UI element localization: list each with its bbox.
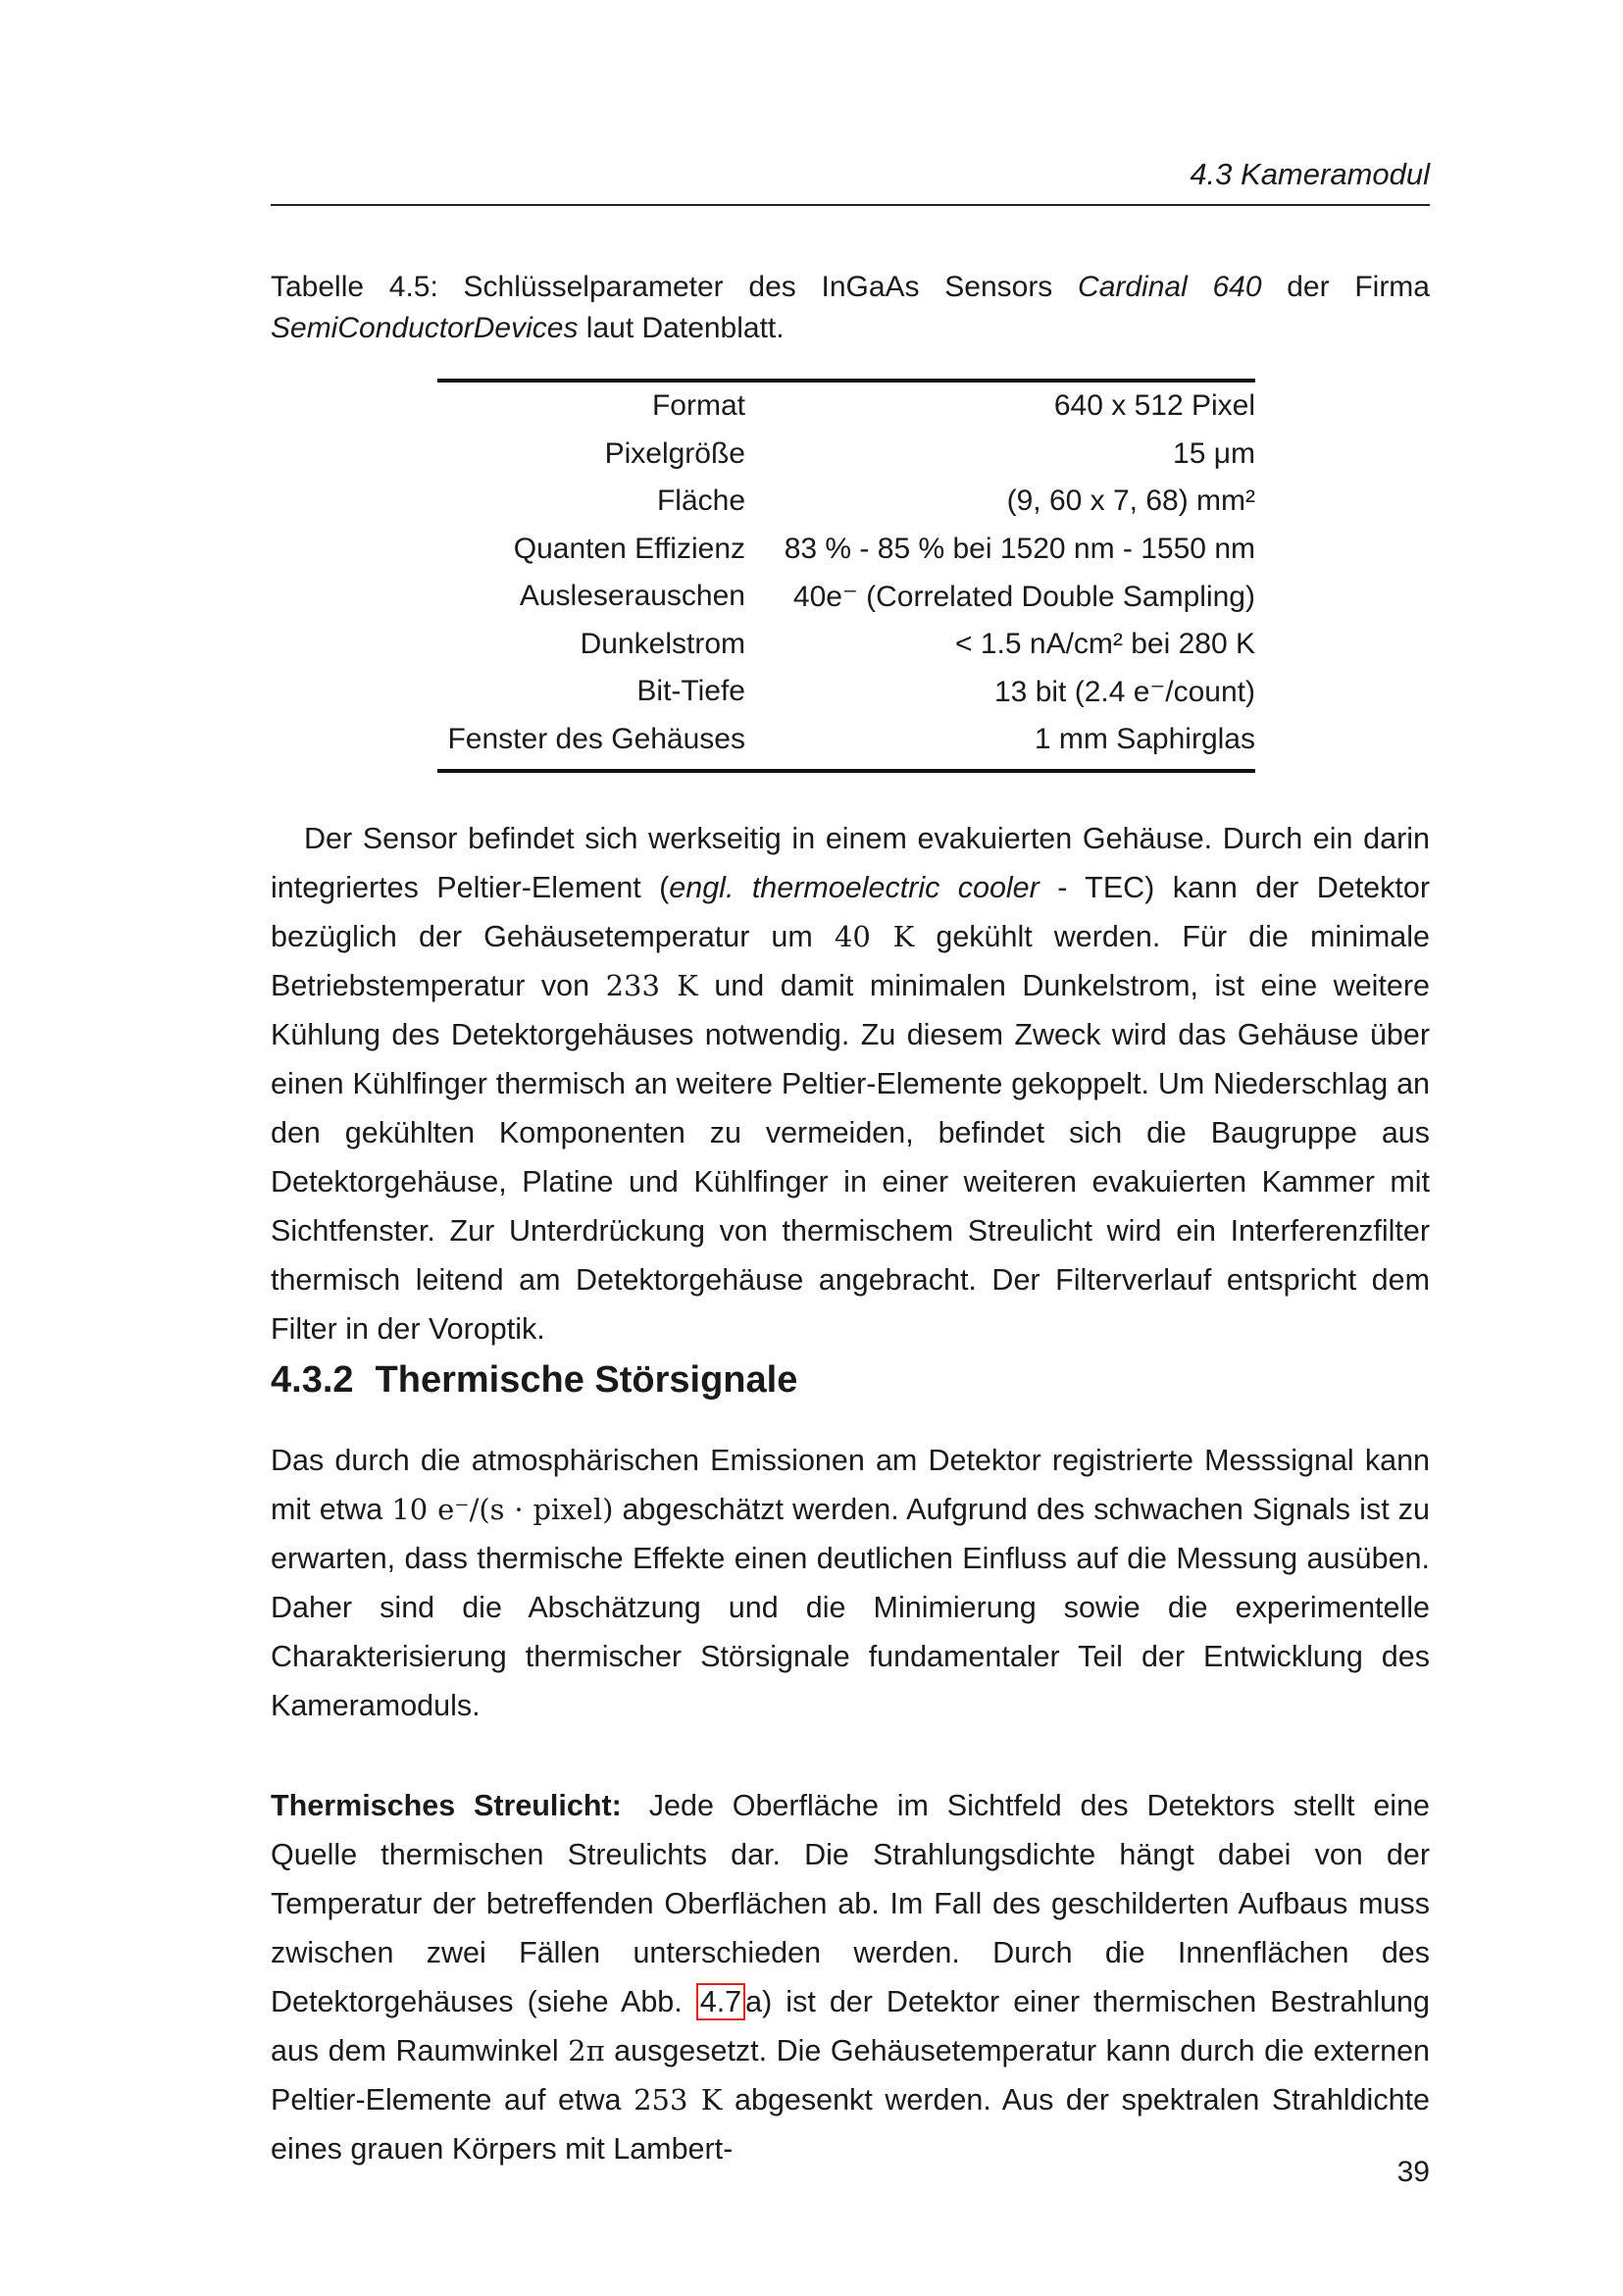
text-run: Der Sensor befindet sich werkseitig in einem evakuierten Gehäuse. Durch ein darin integriertes Peltier-Element (	[271, 822, 1430, 904]
paragraph-sensor	[271, 814, 1430, 1353]
math-signal: 10 e⁻/(s · pixel)	[391, 1493, 614, 1526]
row-value: 40e⁻ (Correlated Double Sampling)	[792, 580, 1255, 613]
row-value: 15 μm	[1173, 436, 1255, 470]
caption-sensor: Cardinal 640	[1078, 271, 1262, 303]
section-title: Thermische Störsignale	[375, 1359, 798, 1401]
row-label: Bit-Tiefe	[636, 675, 745, 708]
caption-suffix: laut Datenblatt.	[578, 312, 785, 344]
row-label: Quanten Effizienz	[513, 532, 745, 565]
row-value: 13 bit (2.4 e⁻/count)	[994, 675, 1255, 708]
caption-prefix: Tabelle 4.5: Schlüsselparameter des InGaAs Sensors	[271, 271, 1079, 303]
header-rule	[271, 204, 1430, 206]
table-row	[437, 573, 1255, 621]
row-value: 640 x 512 Pixel	[1053, 389, 1255, 423]
table-row	[437, 431, 1255, 479]
caption-middle: der Firma	[1261, 271, 1430, 303]
paragraph-thermal-intro	[271, 1436, 1430, 1730]
text-run: - TEC) kann der Detektor bezüglich der Gehäusetemperatur um	[271, 871, 1430, 953]
paragraph-heading: Thermisches Streulicht:	[271, 1789, 622, 1822]
row-value: 83 % - 85 % bei 1520 nm - 1550 nm	[784, 532, 1255, 565]
table-caption	[271, 267, 1430, 349]
row-label: Fläche	[656, 485, 745, 518]
running-header: 4.3 Kameramodul	[1190, 157, 1430, 191]
page-number: 39	[1396, 2156, 1430, 2188]
section-heading	[271, 1359, 797, 1402]
text-run: Das durch die atmosphärischen Emissionen am Detektor registrierte Messsignal kann mit etwa	[271, 1444, 1430, 1526]
row-label: Fenster des Gehäuses	[447, 722, 745, 755]
text-run: abgesenkt werden. Aus der spektralen Strahldichte eines grauen Körpers mit Lambert-	[271, 2083, 1430, 2166]
parameter-table	[437, 379, 1255, 773]
math-temp: 40 K	[834, 920, 915, 953]
text-run: gekühlt werden. Für die minimale Betriebstemperatur von	[271, 920, 1430, 1002]
row-value: (9, 60 x 7, 68) mm²	[1006, 485, 1255, 518]
row-value: < 1.5 nA/cm² bei 280 K	[954, 627, 1255, 660]
paragraph-stray-light	[271, 1781, 1430, 2173]
table-row	[437, 621, 1255, 669]
row-label: Ausleserauschen	[519, 580, 745, 613]
math-angle: 2π	[568, 2034, 605, 2067]
table-bottom-rule	[437, 769, 1255, 773]
row-label: Dunkelstrom	[580, 627, 745, 660]
row-value: 1 mm Saphirglas	[1034, 722, 1255, 755]
table-row	[437, 716, 1255, 764]
text-run: abgeschätzt werden. Aufgrund des schwachen Signals ist zu erwarten, dass thermische Effekte einen deutlichen Einfluss auf die Messung ausüben. Daher sind die Abschätzung und die Minimierung sowie die experimentelle Charakterisierung thermischer Störsignale fundamentaler Teil der Entwicklung des Kameramoduls.	[271, 1493, 1431, 1722]
text-run: ausgesetzt. Die Gehäusetemperatur kann durch die externen Peltier-Elemente auf etwa	[271, 2034, 1430, 2117]
row-label: Pixelgröße	[604, 436, 745, 470]
table-row	[437, 526, 1255, 574]
text-run: Jede Oberfläche im Sichtfeld des Detektors stellt eine Quelle thermischen Streulichts dar. Die Strahlungsdichte hängt dabei von der Temperatur der betreffenden Oberflächen ab. Im Fall des geschilderten Aufbaus muss zwischen zwei Fällen unterschieden werden. Durch die Innenflächen des Detektorgehäuses (siehe Abb.	[271, 1789, 1430, 2018]
table-row	[437, 478, 1255, 526]
table-row	[437, 668, 1255, 716]
text-run: a) ist der Detektor einer thermischen Bestrahlung aus dem Raumwinkel	[271, 1985, 1430, 2067]
math-temp: 233 K	[605, 969, 698, 1002]
text-run: und damit minimalen Dunkelstrom, ist eine weitere Kühlung des Detektorgehäuses notwendig. Zu diesem Zweck wird das Gehäuse über einen Kühlfinger thermisch an weitere Peltier-Elemente gekoppelt. Um Niederschlag an den gekühlten Komponenten zu vermeiden, befindet sich die Baugruppe aus Detektorgehäuse, Platine und Kühlfinger in einer weiteren evakuierten Kammer mit Sichtfenster. Zur Unterdrückung von thermischem Streulicht wird ein Interferenzfilter thermisch leitend am Detektorgehäuse angebracht. Der Filterverlauf entspricht dem Filter in der Voroptik.	[271, 969, 1430, 1346]
figure-reference-link[interactable]: 4.7	[696, 1983, 745, 2020]
section-number: 4.3.2	[271, 1359, 354, 1401]
term-tec: engl. thermoelectric cooler	[669, 871, 1040, 904]
math-temp: 253 K	[634, 2083, 723, 2117]
caption-company: SemiConductorDevices	[271, 312, 579, 344]
row-label: Format	[651, 389, 745, 423]
table-row	[437, 383, 1255, 431]
